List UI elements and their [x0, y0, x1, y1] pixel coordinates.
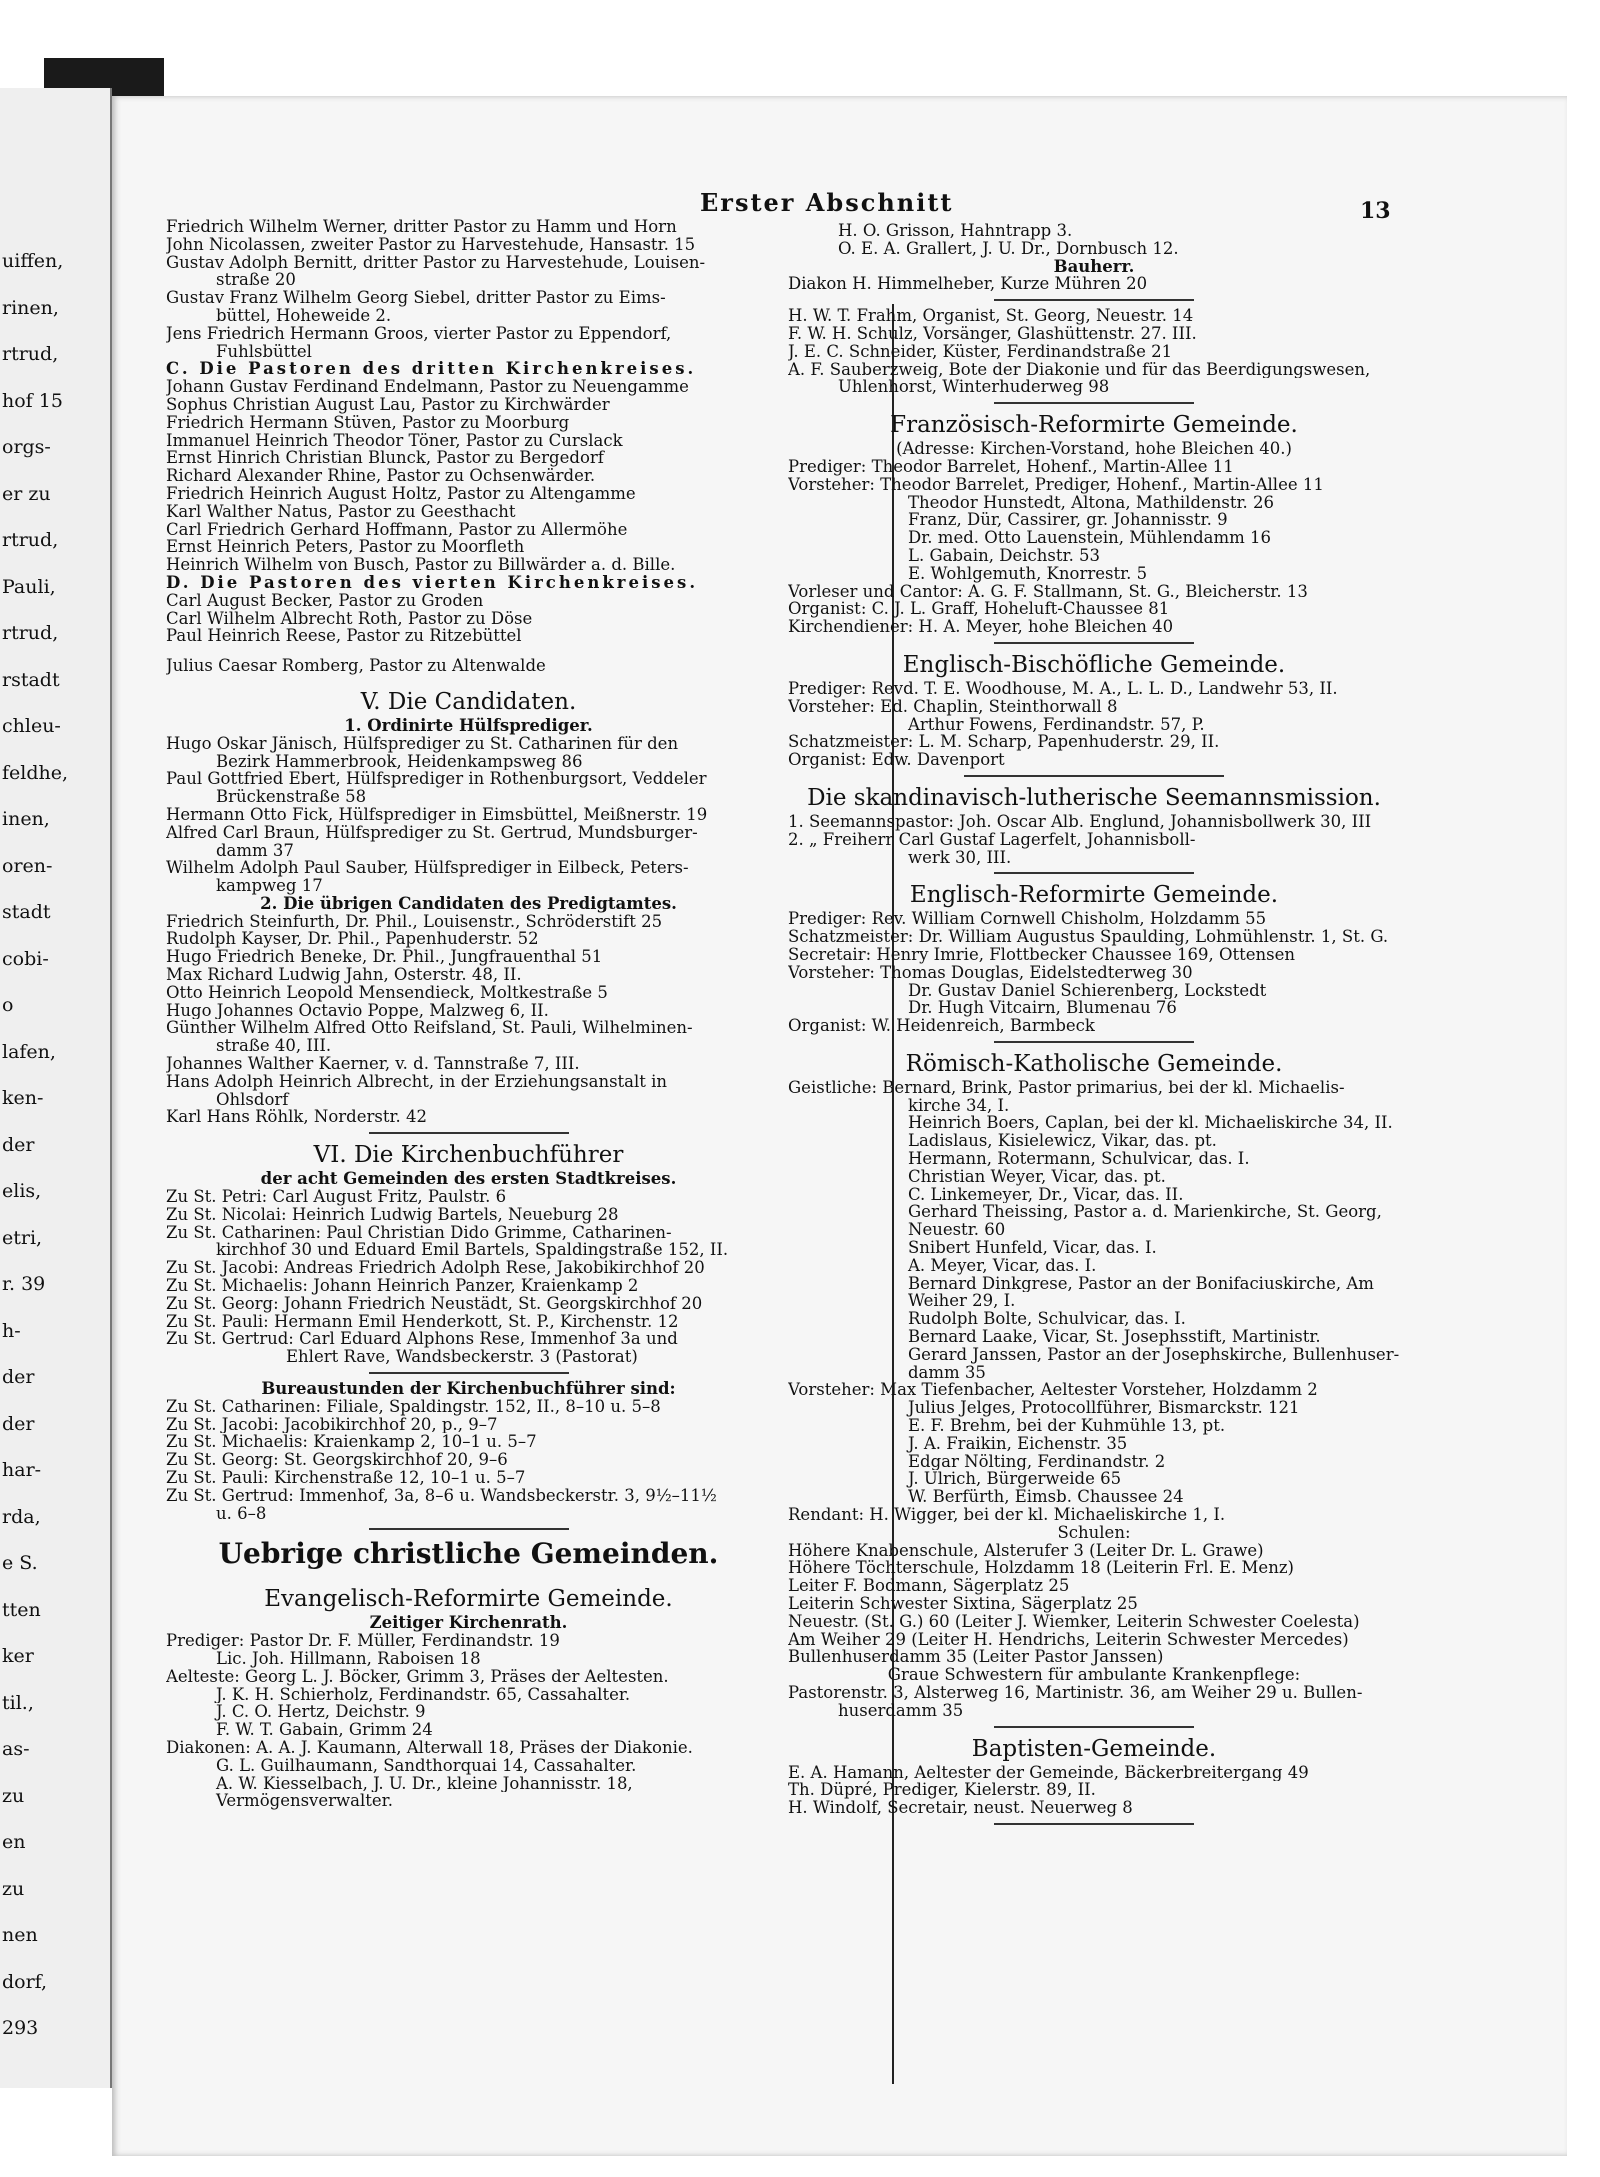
text-line: Theodor Hunstedt, Altona, Mathildenstr. 26 — [908, 493, 1275, 512]
facing-page-fragment: dorf, — [2, 1970, 48, 1993]
text-line: W. Berfürth, Eimsb. Chaussee 24 — [908, 1488, 1184, 1507]
facing-page-fragment: chleu- — [2, 715, 61, 737]
text-line: Zeitiger Kirchenrath. — [369, 1614, 568, 1633]
facing-page-fragment: 293 — [2, 2017, 39, 2039]
text-line: Hermann, Rotermann, Schulvicar, das. I. — [908, 1150, 1250, 1168]
text-line: Vorleser und Cantor: A. G. F. Stallmann, St. G., Bleicherstr. 13 — [788, 582, 1308, 601]
facing-page-fragment: rtrud, — [2, 529, 59, 551]
text-line: Organist: Edw. Davenport — [788, 751, 1005, 769]
text-line: Bureaustunden der Kirchenbuchführer sind: — [261, 1380, 676, 1398]
text-line: Ernst Hinrich Christian Blunck, Pastor zu Bergedorf — [166, 449, 604, 468]
text-line: Secretair: Henry Imrie, Flottbecker Chaussee 169, Ottensen — [788, 945, 1296, 964]
right-column — [788, 222, 1400, 1831]
text-line: büttel, Hoheweide 2. — [216, 306, 392, 325]
text-line: Zu St. Nicolai: Heinrich Ludwig Bartels, Neueburg 28 — [166, 1205, 619, 1224]
text-line: C. Linkemeyer, Dr., Vicar, das. II. — [908, 1185, 1184, 1204]
text-line: Vorsteher: Max Tiefenbacher, Aeltester Vorsteher, Holzdamm 2 — [788, 1381, 1318, 1400]
text-line: Gustav Adolph Bernitt, dritter Pastor zu Harvestehude, Louisen- — [166, 253, 706, 272]
text-line: L. Gabain, Deichstr. 53 — [908, 546, 1101, 565]
text-line: Vorsteher: Thomas Douglas, Eidelstedterweg 30 — [788, 963, 1193, 982]
text-line: E. A. Hamann, Aeltester der Gemeinde, Bäckerbreitergang 49 — [788, 1763, 1309, 1782]
text-line: Ernst Heinrich Peters, Pastor zu Moorfleth — [166, 538, 525, 557]
text-line: Johannes Walther Kaerner, v. d. Tannstraße 7, III. — [166, 1055, 580, 1073]
text-line: H. O. Grisson, Hahntrapp 3. — [838, 222, 1073, 240]
text-line: Zu St. Michaelis: Johann Heinrich Panzer, Kraienkamp 2 — [166, 1277, 639, 1295]
text-line: Hermann Otto Fick, Hülfsprediger in Eimsbüttel, Meißnerstr. 19 — [166, 805, 708, 824]
facing-page-fragment: uiffen, — [2, 250, 64, 272]
text-line: Graue Schwestern für ambulante Krankenpflege: — [887, 1666, 1301, 1684]
text-line: Rudolph Bolte, Schulvicar, das. I. — [908, 1310, 1186, 1329]
text-line: Zu St. Michaelis: Kraienkamp 2, 10–1 u. 5–7 — [166, 1433, 537, 1452]
separator — [994, 642, 1194, 644]
text-line: Bullenhuserdamm 35 (Leiter Pastor Janssen) — [788, 1648, 1164, 1667]
facing-page-edge — [0, 88, 112, 2088]
facing-page-fragment: rinen, — [2, 296, 59, 319]
text-line: Vorsteher: Theodor Barrelet, Prediger, Hohenf., Martin-Allee 11 — [788, 475, 1324, 494]
facing-page-fragment: ken- — [2, 1087, 44, 1109]
text-line: Neuestr. 60 — [908, 1221, 1006, 1240]
facing-page-fragment: e S. — [2, 1552, 38, 1574]
text-line: straße 20 — [216, 271, 296, 290]
text-line: 2. Die übrigen Candidaten des Predigtamtes. — [260, 894, 677, 913]
text-line: F. W. T. Gabain, Grimm 24 — [216, 1721, 433, 1739]
text-line: Leiterin Schwester Sixtina, Sägerplatz 25 — [788, 1595, 1138, 1613]
facing-page-fragment: orgs- — [2, 436, 51, 458]
text-line: Zu St. Gertrud: Carl Eduard Alphons Rese, Immenhof 3a und — [166, 1330, 678, 1349]
text-line: O. E. A. Grallert, J. U. Dr., Dornbusch 12. — [838, 239, 1179, 258]
facing-page-fragment: inen, — [2, 808, 50, 830]
text-line: J. K. H. Schierholz, Ferdinandstr. 65, Cassahalter. — [216, 1685, 631, 1704]
text-line: Richard Alexander Rhine, Pastor zu Ochsenwärder. — [166, 467, 596, 485]
text-line: Höhere Töchterschule, Holzdamm 18 (Leiterin Frl. E. Menz) — [788, 1559, 1294, 1578]
facing-page-fragment: h- — [2, 1319, 21, 1342]
facing-page-fragment: ker — [2, 1645, 34, 1667]
text-line: Max Richard Ludwig Jahn, Osterstr. 48, II. — [166, 966, 522, 984]
text-line: Rudolph Kayser, Dr. Phil., Papenhuderstr. 52 — [166, 930, 539, 949]
text-line: Höhere Knabenschule, Alsterufer 3 (Leiter Dr. L. Grawe) — [788, 1541, 1264, 1560]
text-line: Bernard Dinkgrese, Pastor an der Bonifaciuskirche, Am — [908, 1274, 1374, 1293]
separator — [994, 402, 1194, 404]
text-line: A. F. Sauberzweig, Bote der Diakonie und für das Beerdigungswesen, — [788, 360, 1371, 379]
facing-page-fragment: tten — [2, 1598, 41, 1621]
text-line: Zu St. Georg: Johann Friedrich Neustädt, St. Georgskirchhof 20 — [166, 1294, 703, 1313]
text-line: Zu St. Catharinen: Filiale, Spaldingstr. 152, II., 8–10 u. 5–8 — [166, 1397, 661, 1416]
text-line: Prediger: Rev. William Cornwell Chisholm, Holzdamm 55 — [788, 910, 1267, 929]
text-line: Uebrige christliche Gemeinden. — [218, 1537, 719, 1571]
facing-page-fragment: hof 15 — [2, 389, 63, 412]
text-line: Wilhelm Adolph Paul Sauber, Hülfsprediger in Eilbeck, Peters- — [166, 859, 689, 878]
facing-page-fragment: har- — [2, 1459, 42, 1481]
text-line: Johann Gustav Ferdinand Endelmann, Pastor zu Neuengamme — [166, 378, 689, 396]
text-line: Friedrich Steinfurth, Dr. Phil., Louisenstr., Schröderstift 25 — [166, 912, 663, 931]
text-line: Diakonen: A. A. J. Kaumann, Alterwall 18, Präses der Diakonie. — [166, 1738, 693, 1757]
facing-page-fragment: til., — [2, 1691, 34, 1714]
text-line: J. A. Fraikin, Eichenstr. 35 — [908, 1434, 1128, 1453]
text-line: (Adresse: Kirchen-Vorstand, hohe Bleichen 40.) — [896, 440, 1292, 458]
text-line: VI. Die Kirchenbuchführer — [313, 1142, 624, 1169]
text-line: Otto Heinrich Leopold Mensendieck, Moltkestraße 5 — [166, 983, 608, 1002]
separator — [166, 1572, 771, 1584]
text-line: Zu St. Jacobi: Andreas Friedrich Adolph Rese, Jakobikirchhof 20 — [166, 1259, 705, 1278]
text-line: Prediger: Theodor Barrelet, Hohenf., Martin-Allee 11 — [788, 457, 1234, 476]
separator — [964, 775, 1224, 777]
separator — [994, 1041, 1194, 1043]
text-line: Hugo Oskar Jänisch, Hülfsprediger zu St. Catharinen für den — [166, 734, 679, 753]
text-line: Leiter F. Bodmann, Sägerplatz 25 — [788, 1577, 1070, 1595]
text-line: Zu St. Petri: Carl August Fritz, Paulstr. 6 — [166, 1188, 507, 1206]
text-line: Prediger: Revd. T. E. Woodhouse, M. A., L. L. D., Landwehr 53, II. — [788, 679, 1338, 698]
facing-page-fragment: er zu — [2, 482, 51, 505]
text-line: 2. „ Freiherr Carl Gustaf Lagerfelt, Johannisboll- — [788, 830, 1196, 849]
text-line: kampweg 17 — [216, 877, 323, 895]
text-line: Uhlenhorst, Winterhuderweg 98 — [838, 378, 1110, 397]
text-line: Hans Adolph Heinrich Albrecht, in der Erziehungsanstalt in — [166, 1072, 668, 1091]
text-line: Englisch-Bischöfliche Gemeinde. — [902, 651, 1286, 678]
text-line: Zu St. Pauli: Hermann Emil Henderkott, St. P., Kirchenstr. 12 — [166, 1312, 679, 1331]
facing-page-fragment: feldhe, — [2, 761, 69, 784]
text-line: Am Weiher 29 (Leiter H. Hendrichs, Leiterin Schwester Mercedes) — [788, 1630, 1349, 1649]
scan-top-border — [0, 0, 1600, 58]
text-line: Karl Hans Röhlk, Norderstr. 42 — [166, 1108, 428, 1127]
separator — [369, 1132, 569, 1134]
text-line: Friedrich Heinrich August Holtz, Pastor zu Altengamme — [166, 484, 636, 503]
text-line: kirche 34, I. — [908, 1096, 1010, 1115]
text-line: A. Meyer, Vicar, das. I. — [908, 1256, 1097, 1275]
separator — [994, 872, 1194, 874]
text-line: J. C. O. Hertz, Deichstr. 9 — [216, 1703, 426, 1722]
facing-page-fragment: as- — [2, 1738, 30, 1760]
text-line: Zu St. Catharinen: Paul Christian Dido Grimme, Catharinen- — [166, 1223, 672, 1242]
text-line: Gerhard Theissing, Pastor a. d. Marienkirche, St. Georg, — [908, 1203, 1382, 1222]
text-line: Friedrich Hermann Stüven, Pastor zu Moorburg — [166, 413, 570, 432]
text-line: straße 40, III. — [216, 1037, 332, 1056]
text-line: Carl Wilhelm Albrecht Roth, Pastor zu Döse — [166, 609, 533, 628]
separator — [166, 645, 771, 657]
text-line: Schatzmeister: Dr. William Augustus Spaulding, Lohmühlenstr. 1, St. G. — [788, 928, 1389, 946]
text-line: Vermögensverwalter. — [216, 1792, 393, 1811]
facing-page-fragment: Pauli, — [2, 575, 56, 598]
facing-page-fragment: cobi- — [2, 947, 49, 970]
text-line: E. F. Brehm, bei der Kuhmühle 13, pt. — [908, 1417, 1226, 1435]
facing-page-fragment: lafen, — [2, 1040, 56, 1063]
text-line: Bernard Laake, Vicar, St. Josephsstift, Martinistr. — [908, 1328, 1321, 1346]
facing-page-fragment: zu — [2, 1877, 25, 1900]
text-line: John Nicolassen, zweiter Pastor zu Harvestehude, Hansastr. 15 — [166, 235, 696, 254]
page-header: Erster Abschnitt — [700, 188, 954, 217]
text-line: V. Die Candidaten. — [360, 688, 577, 715]
text-line: G. L. Guilhaumann, Sandthorquai 14, Cassahalter. — [216, 1756, 637, 1775]
separator — [369, 1372, 569, 1374]
text-line: Snibert Hunfeld, Vicar, das. I. — [908, 1239, 1157, 1257]
text-line: Baptisten-Gemeinde. — [971, 1735, 1217, 1762]
text-line: Französisch-Reformirte Gemeinde. — [890, 412, 1298, 439]
text-line: Ehlert Rave, Wandsbeckerstr. 3 (Pastorat) — [286, 1348, 638, 1367]
text-line: Sophus Christian August Lau, Pastor zu Kirchwärder — [166, 395, 610, 414]
text-line: damm 35 — [908, 1363, 986, 1382]
text-line: Christian Weyer, Vicar, das. pt. — [908, 1167, 1166, 1186]
separator — [994, 299, 1194, 301]
facing-page-fragment: nen — [2, 1924, 38, 1946]
facing-page-fragment: der — [2, 1366, 35, 1388]
text-line: A. W. Kiesselbach, J. U. Dr., kleine Johannisstr. 18, — [216, 1774, 633, 1793]
facing-page-fragment: r. 39 — [2, 1273, 46, 1295]
text-line: E. Wohlgemuth, Knorrestr. 5 — [908, 564, 1148, 583]
text-line: Zu St. Pauli: Kirchenstraße 12, 10–1 u. 5–7 — [166, 1469, 526, 1487]
text-line: Dr. med. Otto Lauenstein, Mühlendamm 16 — [908, 529, 1272, 547]
facing-page-fragment: o — [2, 994, 14, 1016]
text-line: Prediger: Pastor Dr. F. Müller, Ferdinandstr. 19 — [166, 1632, 560, 1650]
text-line: Ladislaus, Kisielewicz, Vikar, das. pt. — [908, 1132, 1217, 1151]
text-line: Römisch-Katholische Gemeinde. — [905, 1050, 1283, 1077]
text-line: Die skandinavisch-lutherische Seemannsmission. — [807, 784, 1381, 811]
left-column — [166, 218, 771, 1810]
text-line: Vorsteher: Ed. Chaplin, Steinthorwall 8 — [788, 697, 1118, 716]
text-line: Hugo Johannes Octavio Poppe, Malzweg 6, II. — [166, 1001, 549, 1020]
facing-page-fragment: zu — [2, 1784, 25, 1807]
text-line: J. Ulrich, Bürgerweide 65 — [908, 1470, 1122, 1489]
text-line: Dr. Gustav Daniel Schierenberg, Lockstedt — [908, 981, 1267, 1000]
text-line: Günther Wilhelm Alfred Otto Reifsland, St. Pauli, Wilhelminen- — [166, 1019, 693, 1038]
facing-page-fragment: rda, — [2, 1505, 41, 1528]
text-line: Bezirk Hammerbrook, Heidenkampsweg 86 — [216, 752, 583, 771]
text-line: Rendant: H. Wigger, bei der kl. Michaeliskirche 1, I. — [788, 1506, 1226, 1524]
text-line: Th. Düpré, Prediger, Kielerstr. 89, II. — [788, 1781, 1096, 1800]
text-line: kirchhof 30 und Eduard Emil Bartels, Spaldingstraße 152, II. — [216, 1241, 729, 1260]
text-line: Englisch-Reformirte Gemeinde. — [909, 882, 1279, 909]
text-line: Evangelisch-Reformirte Gemeinde. — [264, 1586, 673, 1613]
text-line: Hugo Friedrich Beneke, Dr. Phil., Jungfrauenthal 51 — [166, 948, 603, 967]
text-line: Brückenstraße 58 — [216, 788, 367, 806]
text-line: Aelteste: Georg L. J. Böcker, Grimm 3, Präses der Aeltesten. — [166, 1667, 669, 1686]
text-line: Paul Heinrich Reese, Pastor zu Ritzebüttel — [166, 627, 522, 646]
text-line: Diakon H. Himmelheber, Kurze Mühren 20 — [788, 275, 1148, 294]
text-line: Zu St. Jacobi: Jacobikirchhof 20, p., 9–7 — [166, 1415, 498, 1434]
text-line: Dr. Hugh Vitcairn, Blumenau 76 — [908, 999, 1177, 1018]
text-line: C. Die Pastoren des dritten Kirchenkreises. — [166, 360, 697, 379]
text-line: Jens Friedrich Hermann Groos, vierter Pastor zu Eppendorf, — [166, 324, 672, 343]
text-line: Heinrich Boers, Caplan, bei der kl. Michaeliskirche 34, II. — [908, 1114, 1393, 1133]
facing-page-fragment: oren- — [2, 854, 53, 877]
text-line: Kirchendiener: H. A. Meyer, hohe Bleichen 40 — [788, 618, 1174, 636]
text-line: Schatzmeister: L. M. Scharp, Papenhuderstr. 29, II. — [788, 733, 1220, 752]
text-line: Zu St. Gertrud: Immenhof, 3a, 8–6 u. Wandsbeckerstr. 3, 9½–11½ — [166, 1486, 717, 1505]
text-line: Franz, Dür, Cassirer, gr. Johannisstr. 9 — [908, 511, 1228, 530]
text-line: Gustav Franz Wilhelm Georg Siebel, dritter Pastor zu Eims- — [166, 289, 666, 307]
facing-page-fragment: stadt — [2, 901, 51, 923]
text-line: Karl Walther Natus, Pastor zu Geesthacht — [166, 502, 516, 521]
text-line: Lic. Joh. Hillmann, Raboisen 18 — [216, 1649, 481, 1668]
facing-page-fragment: der — [2, 1133, 35, 1156]
text-line: H. Windolf, Secretair, neust. Neuerweg 8 — [788, 1799, 1133, 1817]
facing-page-fragment: etri, — [2, 1226, 43, 1249]
text-line: Carl Friedrich Gerhard Hoffmann, Pastor zu Allermöhe — [166, 520, 628, 539]
text-line: Fuhlsbüttel — [216, 342, 312, 361]
text-line: Neuestr. (St. G.) 60 (Leiter J. Wiemker, Leiterin Schwester Coelesta) — [788, 1612, 1360, 1631]
text-line: Julius Caesar Romberg, Pastor zu Altenwalde — [166, 657, 546, 675]
text-line: Weiher 29, I. — [908, 1292, 1016, 1311]
text-line: Zu St. Georg: St. Georgskirchhof 20, 9–6 — [166, 1451, 508, 1469]
text-line: 1. Seemannspastor: Joh. Oscar Alb. Englund, Johannisbollwerk 30, III — [788, 812, 1372, 831]
text-line: Immanuel Heinrich Theodor Töner, Pastor zu Curslack — [166, 431, 623, 450]
text-line: werk 30, III. — [908, 848, 1012, 867]
text-line: Paul Gottfried Ebert, Hülfsprediger in Rothenburgsort, Veddeler — [166, 770, 707, 789]
separator — [994, 1823, 1194, 1825]
text-line: Geistliche: Bernard, Brink, Pastor primarius, bei der kl. Michaelis- — [788, 1078, 1345, 1097]
text-line: Pastorenstr. 3, Alsterweg 16, Martinistr. 36, am Weiher 29 u. Bullen- — [788, 1683, 1363, 1702]
text-line: damm 37 — [216, 841, 294, 860]
text-line: Arthur Fowens, Ferdinandstr. 57, P. — [908, 715, 1205, 734]
facing-page-fragment: rtrud, — [2, 622, 59, 644]
text-line: Organist: W. Heidenreich, Barmbeck — [788, 1017, 1095, 1035]
text-line: D. Die Pastoren des vierten Kirchenkreises. — [166, 573, 699, 592]
text-line: Organist: C. J. L. Graff, Hoheluft-Chaussee 81 — [788, 600, 1170, 619]
text-line: Alfred Carl Braun, Hülfsprediger zu St. Gertrud, Mundsburger- — [166, 823, 698, 842]
facing-page-fragment: en — [2, 1831, 26, 1853]
text-line: Bauherr. — [1053, 257, 1135, 276]
text-line: J. E. C. Schneider, Küster, Ferdinandstraße 21 — [788, 342, 1173, 361]
facing-page-fragment: rtrud, — [2, 343, 59, 365]
text-line: Ohlsdorf — [216, 1090, 289, 1109]
text-line: F. W. H. Schulz, Vorsänger, Glashüttenstr. 27. III. — [788, 324, 1197, 343]
text-line: Schulen: — [1057, 1523, 1131, 1542]
text-line: 1. Ordinirte Hülfsprediger. — [344, 716, 593, 735]
separator — [166, 675, 771, 687]
separator — [994, 1726, 1194, 1728]
text-line: Edgar Nölting, Ferdinandstr. 2 — [908, 1452, 1166, 1471]
separator — [369, 1528, 569, 1530]
text-line: Carl August Becker, Pastor zu Groden — [166, 591, 484, 610]
text-line: H. W. T. Frahm, Organist, St. Georg, Neuestr. 14 — [788, 307, 1194, 325]
text-line: huserdamm 35 — [838, 1701, 964, 1720]
text-line: der acht Gemeinden des ersten Stadtkreises. — [260, 1170, 677, 1189]
facing-page-fragment: elis, — [2, 1180, 42, 1202]
text-line: Julius Jelges, Protocollführer, Bismarckstr. 121 — [908, 1399, 1300, 1418]
text-line: Gerard Janssen, Pastor an der Josephskirche, Bullenhuser- — [908, 1345, 1400, 1364]
facing-page-fragment: der — [2, 1412, 35, 1435]
page-number: 13 — [1360, 198, 1391, 224]
facing-page-fragment: rstadt — [2, 668, 60, 691]
text-line: Friedrich Wilhelm Werner, dritter Pastor zu Hamm und Horn — [166, 218, 677, 236]
text-line: Heinrich Wilhelm von Busch, Pastor zu Billwärder a. d. Bille. — [166, 556, 676, 574]
text-line: u. 6–8 — [216, 1504, 267, 1523]
